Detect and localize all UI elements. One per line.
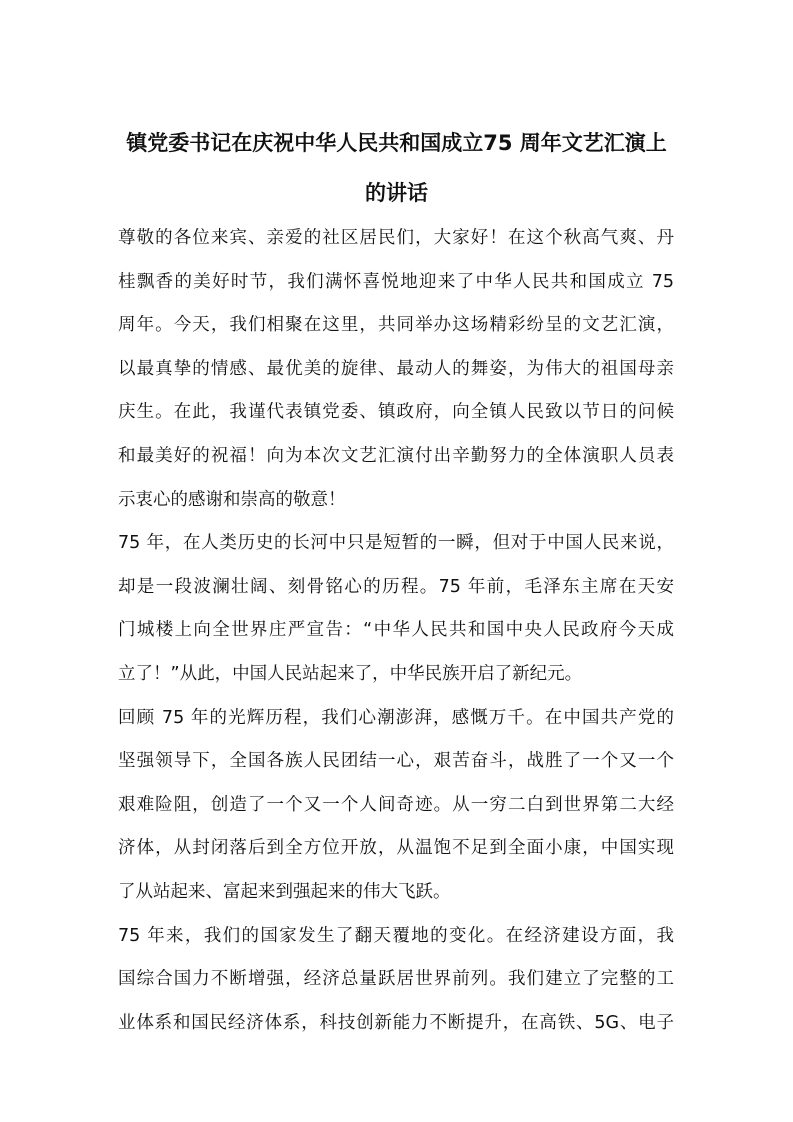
- paragraph-line: 桂飘香的美好时节，我们满怀喜悦地迎来了中华人民共和国成立 75: [118, 271, 674, 292]
- paragraph-line: 坚强领导下，全国各族人民团结一心，艰苦奋斗，战胜了一个又一个: [118, 751, 674, 772]
- paragraph-line: 艰难险阻，创造了一个又一个人间奇迹。从一穷二白到世界第二大经: [118, 794, 674, 815]
- paragraph-line: 75 年来，我们的国家发生了翻天覆地的变化。在经济建设方面，我: [118, 925, 674, 946]
- paragraph-line: 济体，从封闭落后到全方位开放，从温饱不足到全面小康，中国实现: [118, 838, 674, 859]
- paragraph-line: 国综合国力不断增强，经济总量跃居世界前列。我们建立了完整的工: [118, 969, 674, 990]
- paragraph-line: 却是一段波澜壮阔、刻骨铭心的历程。75 年前，毛泽东主席在天安: [118, 576, 674, 597]
- paragraph-line: 和最美好的祝福！向为本次文艺汇演付出辛勤努力的全体演职人员表: [118, 445, 674, 466]
- paragraph: [118, 921, 674, 1052]
- paragraph-line: 75 年，在人类历史的长河中只是短暂的一瞬，但对于中国人民来说，: [118, 533, 674, 554]
- paragraph: [118, 528, 674, 702]
- paragraph-line: 立了！”从此，中国人民站起来了，中华民族开启了新纪元。: [118, 663, 583, 684]
- paragraph-line: 业体系和国民经济体系，科技创新能力不断提升，在高铁、5G、电子: [118, 1012, 674, 1033]
- document-body: [118, 223, 674, 1051]
- paragraph-line: 示衷心的感谢和崇高的敬意！: [118, 489, 346, 510]
- paragraph-line: 门城楼上向全世界庄严宣告：“中华人民共和国中央人民政府今天成: [118, 620, 674, 641]
- paragraph: [118, 703, 674, 921]
- paragraph-line: 回顾 75 年的光辉历程，我们心潮澎湃，感慨万千。在中国共产党的: [118, 707, 674, 728]
- paragraph-line: 了从站起来、富起来到强起来的伟大飞跃。: [118, 881, 451, 902]
- paragraph-line: 周年。今天，我们相聚在这里，共同举办这场精彩纷呈的文艺汇演，: [118, 315, 674, 336]
- paragraph: [118, 223, 674, 528]
- paragraph-line: 尊敬的各位来宾、亲爱的社区居民们，大家好！在这个秋高气爽、丹: [118, 228, 674, 248]
- document-title-line-2: 的讲话: [365, 181, 428, 205]
- document-title-line-1: 镇党委书记在庆祝中华人民共和国成立75 周年文艺汇演上: [126, 131, 667, 155]
- paragraph-line: 庆生。在此，我谨代表镇党委、镇政府，向全镇人民致以节日的问候: [118, 402, 674, 423]
- paragraph-line: 以最真挚的情感、最优美的旋律、最动人的舞姿，为伟大的祖国母亲: [118, 358, 674, 379]
